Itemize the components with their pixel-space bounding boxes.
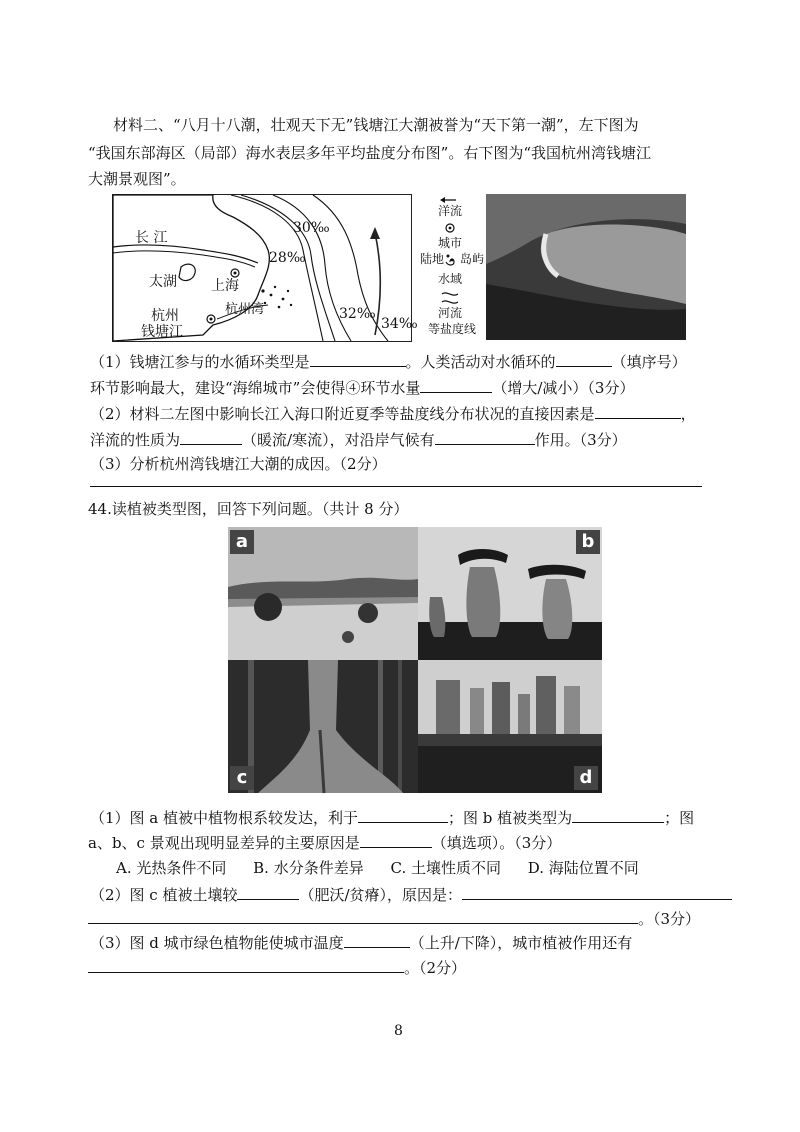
q43-sub2-line2 bbox=[90, 428, 627, 451]
q43-sub1-b: 。人类活动对水循环的 bbox=[405, 353, 556, 371]
q44-sub1-line2 bbox=[88, 831, 561, 854]
river-icon bbox=[442, 293, 458, 295]
q43-sub2-b: ， bbox=[680, 405, 696, 423]
q44-sub3-b: （上升/下降），城市植被作用还有 bbox=[409, 934, 633, 952]
island-icon bbox=[447, 255, 450, 258]
material2-line3: 大潮景观图”。 bbox=[88, 170, 186, 188]
q43-sub1-line2 bbox=[90, 376, 634, 399]
q43-sub1-line1 bbox=[90, 350, 687, 373]
answer-blank[interactable] bbox=[358, 806, 448, 823]
q44-sub1-c: ；图 bbox=[664, 809, 695, 827]
q43-answer-line[interactable] bbox=[90, 486, 702, 487]
legend-river: 河流 bbox=[438, 306, 463, 320]
vegetation-photo-grid bbox=[228, 527, 602, 793]
current-arrow-icon bbox=[440, 197, 445, 203]
q44-sub1-a: （1）图 a 植被中植物根系较发达，利于 bbox=[90, 809, 359, 827]
map-label-shanghai: 上海 bbox=[211, 278, 239, 294]
answer-blank[interactable] bbox=[344, 931, 410, 948]
q44-sub3-line2 bbox=[88, 956, 466, 979]
answer-blank[interactable] bbox=[462, 883, 732, 900]
map-label-changjiang: 长 江 bbox=[135, 230, 168, 246]
option-a[interactable]: A. 光热条件不同 bbox=[116, 859, 227, 877]
legend-island: 岛屿 bbox=[460, 252, 485, 266]
salinity-distribution-map bbox=[112, 194, 418, 342]
q44-sub1-line1 bbox=[90, 806, 694, 829]
photo-label-c: c bbox=[230, 766, 254, 790]
answer-blank[interactable] bbox=[360, 831, 432, 848]
q44-sub1-b: ；图 b 植被类型为 bbox=[448, 809, 573, 827]
legend-land: 陆地 bbox=[420, 252, 445, 266]
q43-sub1-c: （填序号） bbox=[611, 353, 687, 371]
q43-sub1-a: （1）钱塘江参与的水循环类型是 bbox=[90, 353, 310, 371]
map-label-isohaline-34: 34‰ bbox=[381, 316, 418, 332]
map-label-isohaline-32: 32‰ bbox=[339, 306, 376, 322]
photo-label-d: d bbox=[574, 766, 598, 790]
answer-blank[interactable] bbox=[420, 376, 492, 393]
map-label-taihu: 太湖 bbox=[149, 274, 177, 290]
legend-current: 洋流 bbox=[438, 204, 463, 218]
q44-sub3-a: （3）图 d 城市绿色植物能使城市温度 bbox=[90, 934, 344, 952]
q44-title: 44.读植被类型图，回答下列问题。（共计 8 分） bbox=[88, 500, 409, 518]
answer-blank[interactable] bbox=[435, 428, 535, 445]
answer-blank[interactable] bbox=[572, 806, 664, 823]
q43-sub2-e: 作用。（3分） bbox=[534, 431, 627, 449]
answer-blank[interactable] bbox=[180, 428, 242, 445]
q44-sub3-line1 bbox=[90, 931, 632, 954]
map-label-qiantangjiang: 钱塘江 bbox=[141, 324, 183, 340]
material2-line2: “我国东部海区（局部）海水表层多年平均盐度分布图”。右下图为“我国杭州湾钱塘江 bbox=[88, 144, 652, 162]
legend-isohaline: 等盐度线 bbox=[428, 322, 477, 336]
map-label-isohaline-28: 28‰ bbox=[269, 250, 306, 266]
q43-sub2-line1 bbox=[90, 402, 696, 425]
q43-sub2-d: （暖流/寒流），对沿岸气候有 bbox=[242, 431, 435, 449]
q44-sub1-d: a、b、c 景观出现明显差异的主要原因是 bbox=[88, 834, 360, 852]
qiantang-tidal-bore-photo bbox=[486, 194, 686, 340]
answer-blank[interactable] bbox=[556, 350, 612, 367]
map-label-hangzhou: 杭州 bbox=[151, 308, 179, 324]
q44-sub2-c: 。（3分） bbox=[638, 910, 701, 928]
q44-sub1-e: （填选项）。（3分） bbox=[431, 834, 562, 852]
q44-sub2-b: （肥沃/贫瘠），原因是： bbox=[299, 886, 463, 904]
option-d[interactable]: D. 海陆位置不同 bbox=[527, 859, 639, 877]
taihu-lake bbox=[179, 264, 195, 280]
map-label-isohaline-30: 30‰ bbox=[293, 220, 330, 236]
answer-blank[interactable] bbox=[237, 883, 299, 900]
q44-options bbox=[116, 857, 639, 879]
legend-water: 水域 bbox=[438, 272, 463, 286]
photo-c-rainforest bbox=[228, 660, 418, 793]
material2-line1: 材料二、“八月十八潮，壮观天下无”钱塘江大潮被誉为“天下第一潮”，左下图为 bbox=[113, 116, 639, 134]
q43-sub2-a: （2）材料二左图中影响长江入海口附近夏季等盐度线分布状况的直接因素是 bbox=[90, 405, 595, 423]
answer-blank[interactable] bbox=[595, 402, 681, 419]
photo-label-b: b bbox=[576, 530, 600, 554]
q43-sub3: （3）分析杭州湾钱塘江大潮的成因。（2分） bbox=[90, 455, 387, 473]
q44-sub2-line1 bbox=[90, 883, 732, 906]
q44-sub2-line2 bbox=[88, 907, 700, 930]
q43-sub1-e: （增大/减小）（3分） bbox=[492, 379, 635, 397]
q44-sub3-c: 。（2分） bbox=[404, 959, 467, 977]
q44-sub2-a: （2）图 c 植被土壤较 bbox=[90, 886, 238, 904]
answer-blank[interactable] bbox=[310, 350, 406, 367]
answer-blank[interactable] bbox=[88, 907, 638, 924]
map-label-hangzhouwan: 杭州湾 bbox=[225, 302, 265, 317]
q43-sub1-d: 环节影响最大，建设“海绵城市”会使得④环节水量 bbox=[90, 379, 421, 397]
option-b[interactable]: B. 水分条件差异 bbox=[253, 859, 364, 877]
map-legend bbox=[414, 194, 486, 340]
page-number: 8 bbox=[394, 1023, 403, 1039]
q43-sub2-c: 洋流的性质为 bbox=[90, 431, 181, 449]
answer-blank[interactable] bbox=[88, 956, 404, 973]
photo-label-a: a bbox=[230, 530, 254, 554]
option-c[interactable]: C. 土壤性质不同 bbox=[390, 859, 501, 877]
photo-a-savanna bbox=[228, 527, 418, 660]
photo-b-baobab bbox=[418, 527, 602, 660]
legend-city: 城市 bbox=[438, 236, 463, 250]
photo-d-city-park bbox=[418, 660, 602, 793]
